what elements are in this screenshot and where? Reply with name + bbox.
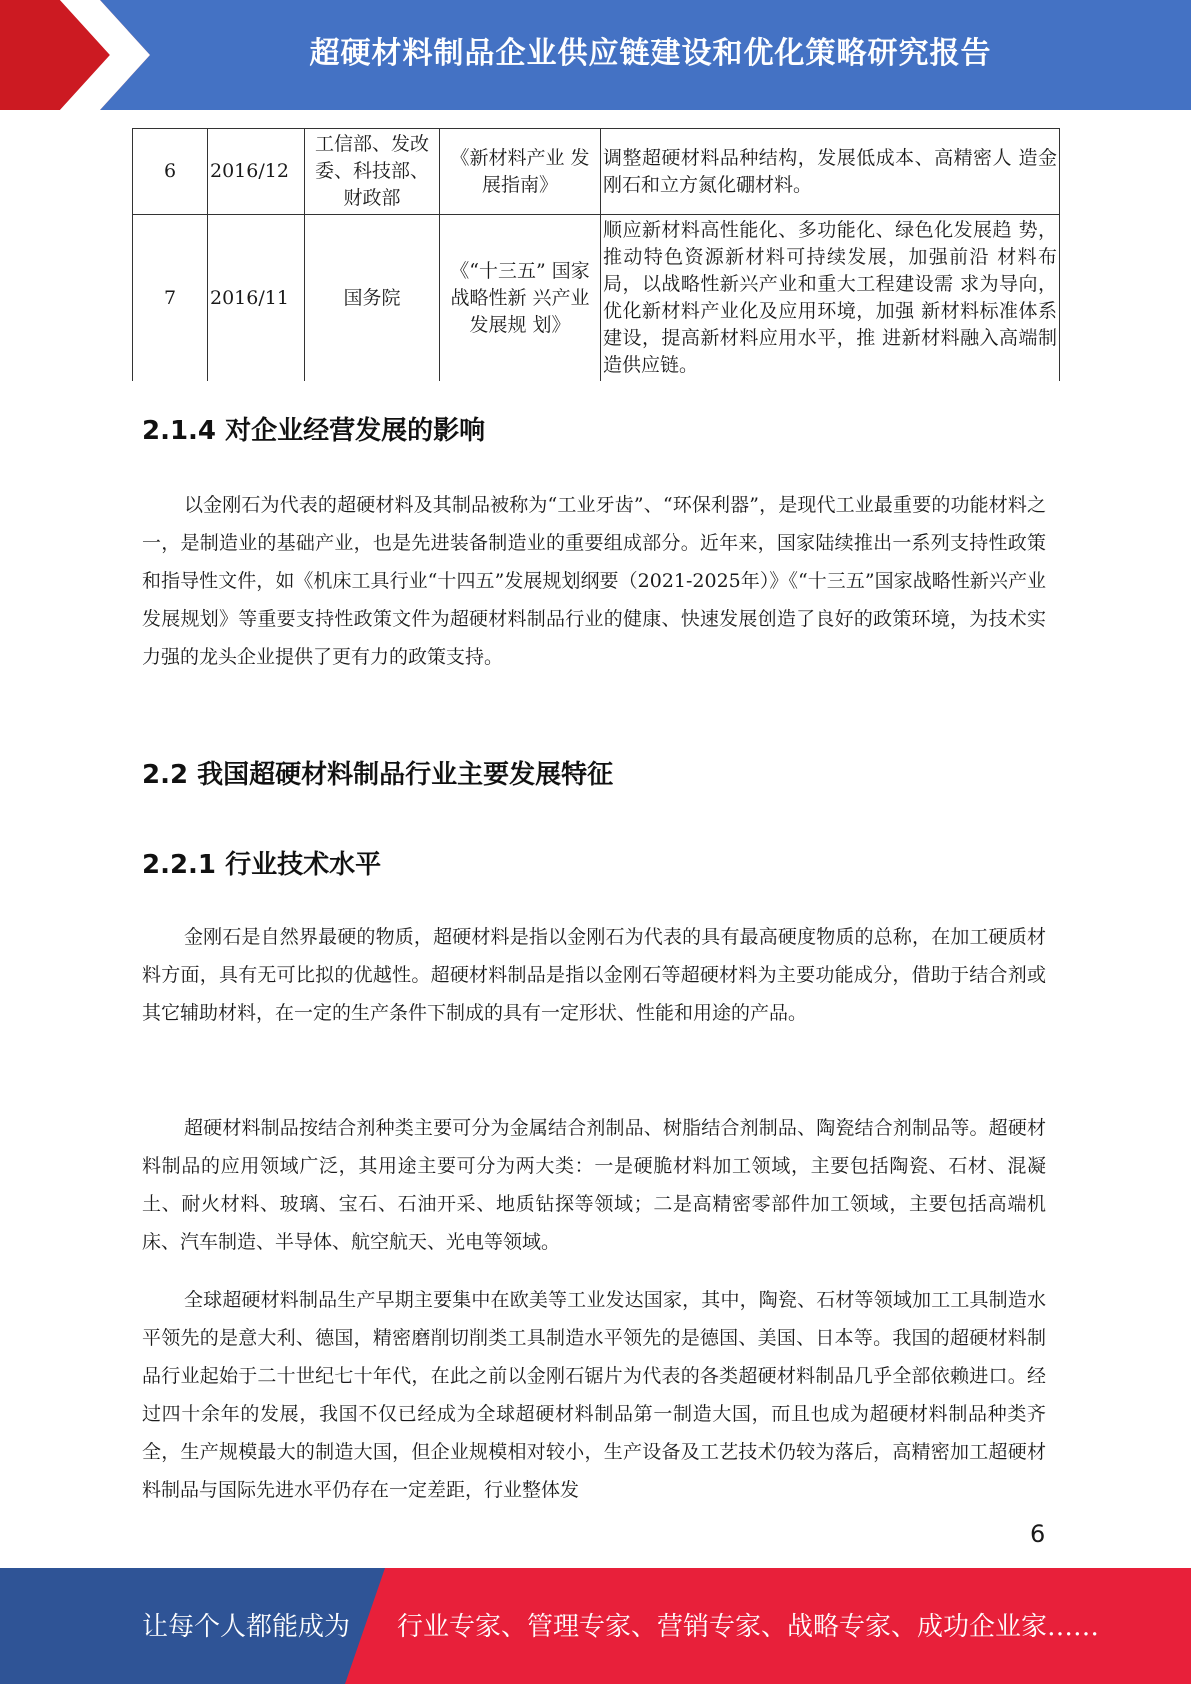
page-number: 6 [1030, 1520, 1046, 1548]
policy-table [132, 128, 1060, 381]
row-description: 调整超硬材料品种结构，发展低成本、高精密人 造金刚石和立方氮化硼材料。 [601, 129, 1060, 215]
report-title: 超硬材料制品企业供应链建设和优化策略研究报告 [309, 36, 992, 71]
section-paragraph: 超硬材料制品按结合剂种类主要可分为金属结合剂制品、树脂结合剂制品、陶瓷结合剂制品等。超硬材料制品的应用领域广泛，其用途主要可分为两大类：一是硬脆材料加工领域，主要包括陶瓷、石材、混凝土、耐火材料、玻璃、宝石、石油开采、地质钻探等领域；二是高精密零部件加工领域，主要包括高端机床、汽车制造、半导体、航空航天、光电等领域。 [142, 1117, 1046, 1253]
section-paragraph: 以金刚石为代表的超硬材料及其制品被称为“工业牙齿”、“环保利器”，是现代工业最重要的功能材料之一，是制造业的基础产业，也是先进装备制造业的重要组成部分。近年来，国家陆续推出一系列支持性政策和指导性文件，如《机床工具行业“十四五”发展规划纲要（2021-2025年）》《“十三五”国家战略性新兴产业发展规划》等重要支持性政策文件为超硬材料制品行业的健康、快速发展创造了良好的政策环境，为技术实力强的龙头企业提供了更有力的政策支持。 [142, 494, 1046, 668]
section-heading-2-2-1: 2.2.1 行业技术水平 [142, 850, 382, 880]
footer-slogan-right: 行业专家、管理专家、营销专家、战略专家、成功企业家…… [397, 1612, 1100, 1642]
table-row [133, 215, 1060, 382]
section-paragraph: 金刚石是自然界最硬的物质，超硬材料是指以金刚石为代表的具有最高硬度物质的总称，在加工硬质材料方面，具有无可比拟的优越性。超硬材料制品是指以金刚石等超硬材料为主要功能成分，借助于结合剂或其它辅助材料，在一定的生产条件下制成的具有一定形状、性能和用途的产品。 [142, 926, 1046, 1024]
row-number: 6 [133, 129, 208, 215]
table-row [133, 129, 1060, 215]
row-description: 顺应新材料高性能化、多功能化、绿色化发展趋 势，推动特色资源新材料可持续发展，加强前沿 材料布局，以战略性新兴产业和重大工程建设需 求为导向，优化新材料产业化及应用环境，加强 新材料标准体系建设，提高新材料应用水平，推 进新材料融入高端制造供应链。 [601, 215, 1060, 382]
section-heading-2-2: 2.2 我国超硬材料制品行业主要发展特征 [142, 760, 614, 790]
row-date: 2016/11 [208, 215, 305, 382]
row-department: 国务院 [305, 215, 440, 382]
row-document: 《“十三五” 国家战略性新 兴产业发展规 划》 [440, 215, 601, 382]
row-document: 《新材料产业 发展指南》 [440, 129, 601, 215]
row-department: 工信部、发改委、科技部、财政部 [305, 129, 440, 215]
row-number: 7 [133, 215, 208, 382]
page-header [0, 0, 1191, 110]
section-heading-2-1-4: 2.1.4 对企业经营发展的影响 [142, 416, 486, 446]
section-paragraph: 全球超硬材料制品生产早期主要集中在欧美等工业发达国家，其中，陶瓷、石材等领域加工工具制造水平领先的是意大利、德国，精密磨削切削类工具制造水平领先的是德国、美国、日本等。我国的超硬材料制品行业起始于二十世纪七十年代，在此之前以金刚石锯片为代表的各类超硬材料制品几乎全部依赖进口。经过四十余年的发展，我国不仅已经成为全球超硬材料制品第一制造大国，而且也成为超硬材料制品种类齐全，生产规模最大的制造大国，但企业规模相对较小，生产设备及工艺技术仍较为落后，高精密加工超硬材料制品与国际先进水平仍存在一定差距，行业整体发 [142, 1289, 1046, 1501]
row-date: 2016/12 [208, 129, 305, 215]
page-footer [0, 1568, 1191, 1684]
footer-slogan-left: 让每个人都能成为 [142, 1612, 351, 1642]
